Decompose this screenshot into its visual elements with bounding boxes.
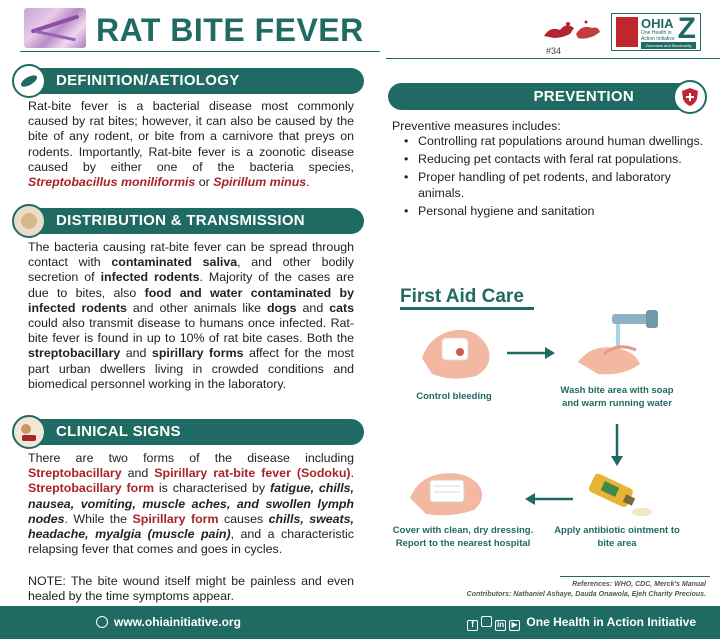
bacteria-image [24,8,86,48]
ointment-illustration [580,470,656,520]
references-divider [560,576,710,577]
clinical-note: NOTE: The bite wound itself might be painless and even healed by the time symptoms appear. [28,574,354,604]
website-text: www.ohiainitiative.org [114,615,241,629]
step-control-bleeding: Control bleeding [416,391,492,402]
header [0,0,720,62]
org-name: One Health in Action Initiative [526,615,696,629]
distribution-title: DISTRIBUTION & TRANSMISSION [56,212,305,229]
arrow-down-icon [610,422,624,468]
shield-icon [673,80,707,114]
linkedin-icon[interactable]: in [497,620,505,629]
bacteria-icon [12,64,46,98]
logo-strip: Zoonoses and Biosecurity Card [641,42,696,49]
list-item: • Reducing pet contacts with feral rat populations. [404,152,704,167]
prevention-bar [388,83,692,110]
episode-number: #34 [546,46,562,56]
instagram-icon[interactable] [481,616,492,627]
arrow-left-icon [523,492,575,506]
arrow-right-icon [505,346,557,360]
definition-title: DEFINITION/AETIOLOGY [56,72,240,89]
globe-icon [96,616,108,628]
logo-mark-icon [616,17,638,47]
header-divider [20,51,380,52]
bandage-illustration [404,458,492,520]
website-link[interactable] [96,606,241,639]
list-item: • Controlling rat populations around human dwellings. [404,134,704,149]
logo-text: OHIA [641,16,674,31]
distribution-text: The bacteria causing rat-bite fever can be spread through contact with contaminated saliva, and other bodily secretion of infected rodents. Majority of the cases are due to bites, also food and water contaminated by infected rodents and other animals like dogs and cats could also transmit disease to humans once infected. Rat-bite fever is found in up to 10% of rat bite cases. Both the streptobacillary and spirillary forms affect for the most part urban dwellers living in crowded conditions and biomedical personnel working in the laboratory. [28,240,355,391]
list-item: • Personal hygiene and sanitation [404,204,704,219]
patient-icon [12,415,46,449]
step-wash-bite: Wash bite area with soap and warm running water [560,385,674,409]
wash-hands-illustration [572,310,672,382]
prevention-title: PREVENTION [533,88,634,105]
page-title: RAT BITE FEVER [96,12,364,48]
social-links [467,606,696,639]
logo-letter: Z [677,12,696,45]
step-cover-dressing: Cover with clean, dry dressing. Report to the nearest hospital [392,525,534,549]
step-apply-ointment: Apply antibiotic ointment to bite area [554,525,680,549]
first-aid-underline [400,307,534,310]
references [467,580,706,600]
first-aid-title: First Aid Care [400,286,524,307]
youtube-icon[interactable]: ▶ [509,620,520,631]
logo-tagline: One Health in Action Initiative [641,30,675,42]
definition-text: Rat-bite fever is a bacterial disease most commonly caused by rat bites; however, it can also be caused by the bite of any rodent, or bite from a carnivore that preys on rodents. Importantly, Rat-bite fever is a zoonotic disease caused by either one of the bacteria species, Streptobacillus moniliformis or Spirillum minus. [28,99,354,190]
prevention-list [404,134,704,222]
prevention-intro: Preventive measures includes: [392,119,561,133]
facebook-icon[interactable]: f [467,620,478,631]
globe-icon [12,204,46,238]
rat-silhouette-icon [540,16,604,44]
clinical-title: CLINICAL SIGNS [56,423,181,440]
header-divider-right [386,58,720,59]
clinical-text: There are two forms of the disease including Streptobacillary and Spirillary rat-bite fever (Sodoku). Streptobacillary form is characterised by fatigue, chills, nausea, vomiting, muscle aches, and swollen lymph nodes. While the Spirillary form causes chills, sweats, headache, myalgia (muscle pain), and a characteristic relapsing fever that comes and goes in cycles. [28,451,355,557]
footer [0,606,720,639]
control-bleeding-illustration [412,318,500,384]
list-item: • Proper handling of pet rodents, and laboratory animals. [404,170,704,200]
references-sources: References: WHO, CDC, Merck's Manual [572,581,706,588]
references-contributors: Contributors: Nathaniel Ashaye, Dauda Onawola, Ejeh Charity Precious. [466,591,706,598]
ohia-logo [611,12,701,55]
